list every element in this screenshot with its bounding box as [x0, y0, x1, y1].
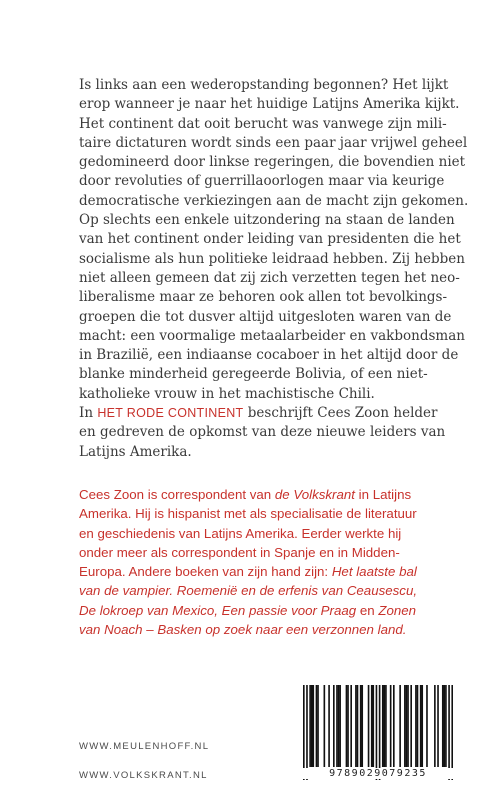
blurb-line: door revoluties of guerrillaoorlogen maar via keurige: [79, 173, 445, 190]
barcode-bar: [316, 685, 318, 767]
barcode-bar: [451, 685, 453, 780]
barcode-bar: [312, 685, 314, 767]
book-title-italic: De lokroep van Mexico, Een passie voor Praag: [79, 602, 357, 618]
barcode-bar: [360, 685, 362, 767]
book-title-italic: Het laatste bal: [331, 564, 417, 580]
barcode-bar: [371, 685, 373, 767]
barcode-bar: [410, 685, 412, 767]
barcode-bar: [361, 685, 363, 767]
bio-line: [79, 562, 499, 581]
blurb-line: erop wanneer je naar het huidige Latijns Amerika kijkt.: [79, 96, 460, 113]
barcode-bar: [442, 685, 444, 767]
book-title: HET RODE CONTINENT: [97, 406, 244, 421]
newspaper-url[interactable]: WWW.VOLKSKRANT.NL: [79, 770, 208, 781]
barcode-bar: [404, 685, 406, 767]
barcode-bar: [384, 685, 386, 767]
barcode-bar: [445, 685, 447, 767]
barcode-bar: [324, 685, 326, 767]
barcode-bar: [336, 685, 338, 767]
barcode-bar: [357, 685, 359, 767]
blurb-line: Is links aan een wederopstanding begonnen? Het lijkt: [79, 77, 449, 93]
barcode-bar: [339, 685, 341, 767]
blurb-line: in Brazilië, een indiaanse cocaboer in het altijd door de: [79, 347, 459, 364]
bio-line: [79, 601, 499, 620]
barcode-bar: [382, 685, 384, 767]
bio-text: Europa. Andere boeken van zijn hand zijn:: [79, 564, 332, 580]
barcode-bar: [434, 685, 436, 767]
barcode-bar: [328, 685, 330, 767]
barcode-bar: [338, 685, 340, 767]
barcode-bar: [309, 685, 311, 767]
book-title-italic: Zonen: [378, 602, 417, 618]
bio-line: [79, 581, 499, 600]
closing-rest: beschrijft Cees Zoon helder: [243, 405, 438, 422]
blurb-line: blanke minderheid geregeerde Bolivia, of een niet-: [79, 366, 428, 383]
bio-line: [79, 485, 499, 504]
newspaper-name: de Volkskrant: [274, 487, 355, 502]
barcode-bar: [448, 685, 450, 780]
barcode-bar: [393, 685, 395, 767]
barcode-bar: [372, 685, 374, 767]
blurb-line: Het continent dat ooit berucht was vanwege zijn mili-: [79, 115, 447, 132]
barcode-bar: [333, 685, 335, 767]
barcode-bar: [385, 685, 387, 767]
closing-prefix: In: [79, 405, 98, 422]
barcode: [303, 685, 453, 780]
blurb-line: van het continent onder leiding van presidenten die het: [79, 231, 461, 248]
barcode-bar: [317, 685, 319, 767]
barcode-bar: [390, 685, 392, 767]
barcode-bar: [376, 685, 378, 780]
book-title-italic: van de vampier. Roemenië en de erfenis van Ceausescu,: [79, 583, 418, 599]
barcode-bar: [444, 685, 446, 767]
blurb-closing-line-3: Latijns Amerika.: [79, 443, 192, 460]
barcode-bar: [350, 685, 352, 767]
blurb-line: socialisme als hun politieke leidraad hebben. Zij hebben: [79, 250, 465, 267]
barcode-bar: [303, 685, 305, 780]
bio-text: Cees Zoon is correspondent van: [79, 487, 275, 502]
blurb-line: Op slechts een enkele uitzondering na staan de landen: [79, 212, 455, 229]
barcode-bar: [420, 685, 422, 767]
barcode-bar: [311, 685, 313, 767]
barcode-bar: [437, 685, 439, 767]
barcode-bar: [355, 685, 357, 767]
bio-text: in Latijns: [354, 487, 412, 502]
bio-line: onder meer als correspondent in Spanje en in Midden-: [79, 544, 400, 560]
barcode-bar: [407, 685, 409, 767]
blurb-text: [79, 76, 499, 462]
blurb-line: katholieke vrouw in het machistische Chili.: [79, 385, 375, 402]
isbn-number: 9789029079235: [303, 768, 453, 779]
barcode-bar: [426, 685, 428, 767]
barcode-bars: [303, 685, 453, 780]
blurb-line: niet alleen gemeen dat zij zich verzetten tegen het neo-: [79, 269, 460, 286]
bio-line: Amerika. Hij is hispanist met als specialisatie de literatuur: [79, 506, 417, 522]
blurb-line: groepen die tot dusver altijd uitgesloten waren van de: [79, 308, 452, 325]
book-title-italic: van Noach – Basken op zoek naar een verzonnen land.: [79, 622, 407, 638]
barcode-bar: [415, 685, 417, 767]
barcode-bar: [368, 685, 370, 767]
barcode-bar: [399, 685, 401, 767]
blurb-closing-line-1: [79, 404, 499, 423]
bio-line: [79, 620, 499, 639]
blurb-closing-line-2: en gedreven de opkomst van deze nieuwe leiders van: [79, 424, 446, 441]
blurb-line: taire dictaturen wordt sinds een paar jaar vrijwel geheel: [79, 134, 468, 151]
author-bio: [79, 485, 499, 639]
blurb-line: liberalisme maar ze behoren ook allen tot bevolkings-: [79, 289, 448, 306]
barcode-bar: [406, 685, 408, 767]
barcode-bar: [347, 685, 349, 767]
barcode-bar: [421, 685, 423, 767]
barcode-bar: [306, 685, 308, 780]
blurb-line: gedomineerd door linkse regeringen, die bovendien niet: [79, 154, 466, 171]
barcode-bar: [417, 685, 419, 767]
blurb-line: democratische verkiezingen aan de macht zijn gekomen.: [79, 192, 469, 209]
bio-line: en geschiedenis van Latijns Amerika. Eerder werkte hij: [79, 525, 402, 541]
blurb-line: macht: een voormalige metaalarbeider en vakbondsman: [79, 327, 465, 344]
barcode-bar: [379, 685, 381, 780]
bio-text: en: [356, 602, 379, 618]
barcode-bar: [346, 685, 348, 767]
publisher-url[interactable]: WWW.MEULENHOFF.NL: [79, 741, 210, 752]
